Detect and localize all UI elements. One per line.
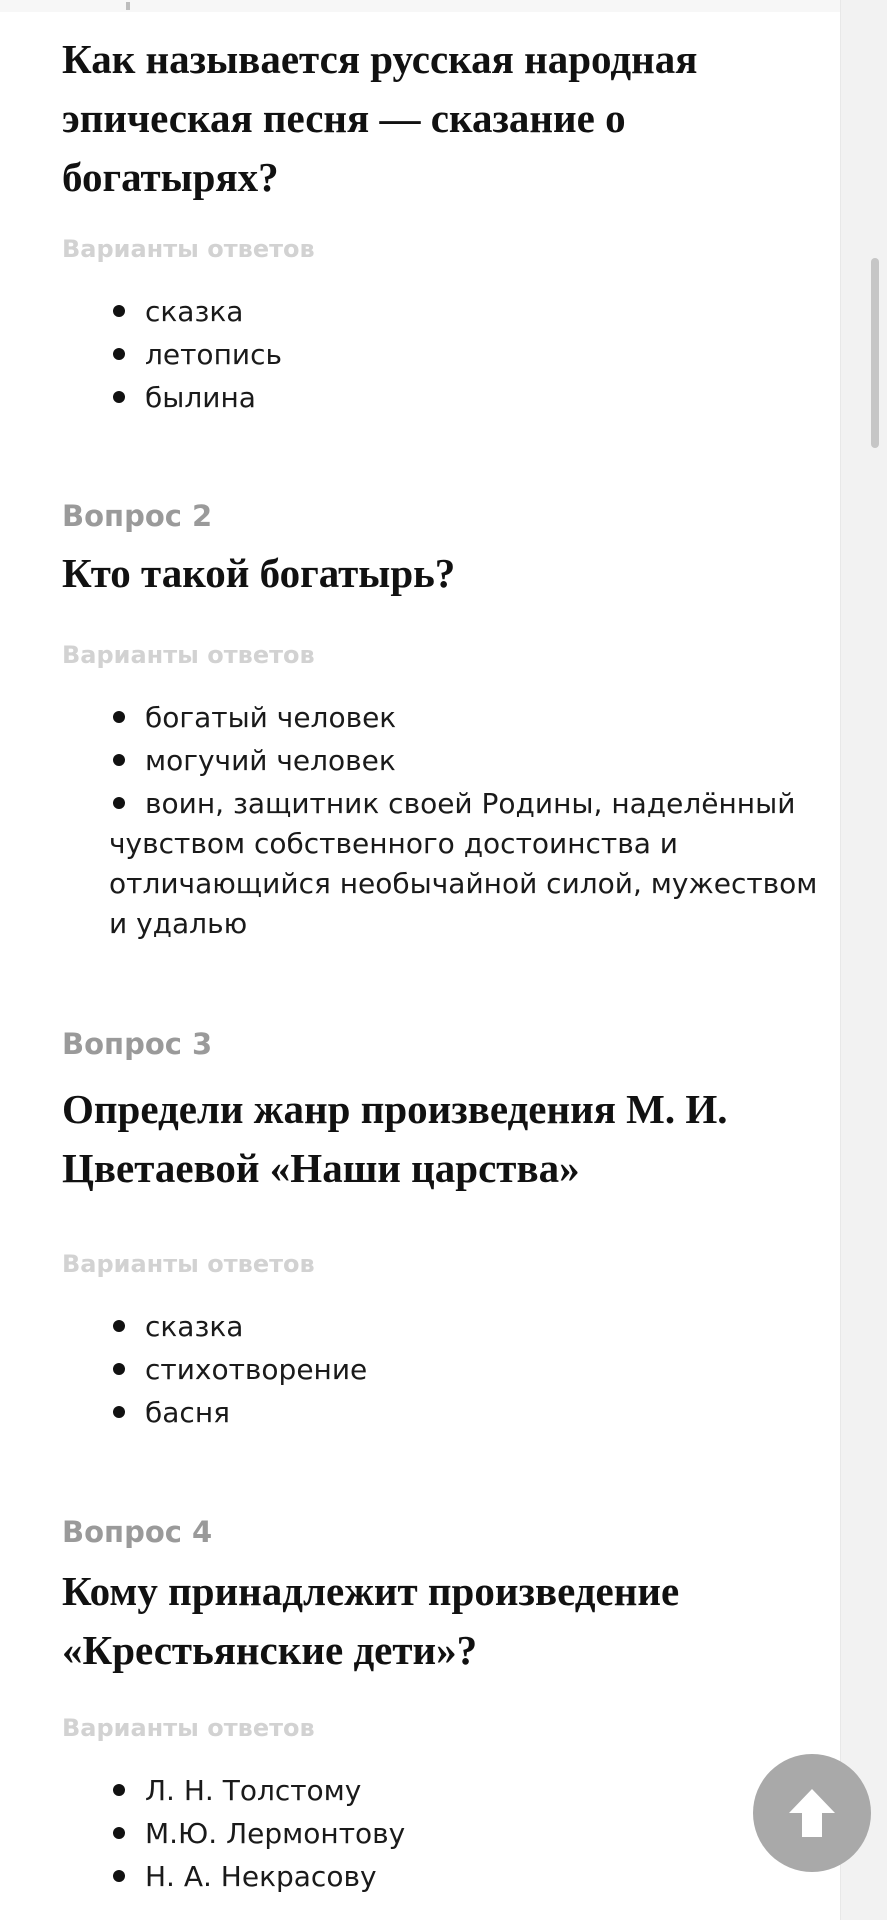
answer-item (109, 698, 829, 738)
answer-list (109, 698, 829, 947)
question-title: Как называется русская народная эпическая песня — сказание о богатырях? (62, 36, 698, 200)
answer-item (109, 335, 829, 375)
answer-text: воин, защитник своей Родины, наделённый чувством собственного достоинства и отличающийся необычайной силой, мужеством и удалью (109, 787, 818, 940)
answer-text: сказка (145, 295, 244, 328)
answer-item (109, 1307, 829, 1347)
scroll-to-top-button[interactable] (753, 1754, 871, 1872)
question-title: Кому принадлежит произведение «Крестьянские дети»? (62, 1568, 680, 1673)
answer-item (109, 784, 829, 944)
answer-text: летопись (145, 338, 282, 371)
question-title: Кто такой богатырь? (62, 550, 456, 596)
answer-item (109, 1814, 829, 1854)
question-title: Определи жанр произведения М. И. Цветаевой «Наши царства» (62, 1086, 728, 1191)
scrollbar-thumb[interactable] (871, 258, 879, 448)
bullet-icon (113, 348, 125, 360)
answer-text: М.Ю. Лермонтову (145, 1817, 406, 1850)
answer-item (109, 1393, 829, 1433)
answer-text: сказка (145, 1310, 244, 1343)
answer-list (109, 1307, 829, 1436)
bullet-icon (113, 1870, 125, 1882)
bullet-icon (113, 754, 125, 766)
question-number: Вопрос 2 (62, 499, 213, 533)
answer-item (109, 1350, 829, 1390)
answer-list (109, 1771, 829, 1900)
answer-text: басня (145, 1396, 230, 1429)
bullet-icon (113, 1363, 125, 1375)
question-number: Вопрос 4 (62, 1515, 213, 1549)
answer-text: могучий человек (145, 744, 396, 777)
answer-item (109, 1857, 829, 1897)
bullet-icon (113, 305, 125, 317)
answer-item (109, 292, 829, 332)
answer-text: Л. Н. Толстому (145, 1774, 362, 1807)
answer-item (109, 378, 829, 418)
answer-text: стихотворение (145, 1353, 368, 1386)
answer-list (109, 292, 829, 421)
answers-label: Варианты ответов (62, 1250, 315, 1278)
bullet-icon (113, 1320, 125, 1332)
bullet-icon (113, 1827, 125, 1839)
question-number: Вопрос 3 (62, 1027, 213, 1061)
scrollbar-track[interactable] (840, 0, 887, 1920)
answers-label: Варианты ответов (62, 1714, 315, 1742)
answer-item (109, 741, 829, 781)
answer-text: богатый человек (145, 701, 397, 734)
answer-text: былина (145, 381, 256, 414)
bullet-icon (113, 797, 125, 809)
answer-item (109, 1771, 829, 1811)
arrow-up-icon (787, 1787, 837, 1839)
bullet-icon (113, 391, 125, 403)
answers-label: Варианты ответов (62, 235, 315, 263)
answers-label: Варианты ответов (62, 641, 315, 669)
bullet-icon (113, 1406, 125, 1418)
top-mark (126, 2, 130, 10)
answer-text: Н. А. Некрасову (145, 1860, 377, 1893)
bullet-icon (113, 711, 125, 723)
bullet-icon (113, 1784, 125, 1796)
